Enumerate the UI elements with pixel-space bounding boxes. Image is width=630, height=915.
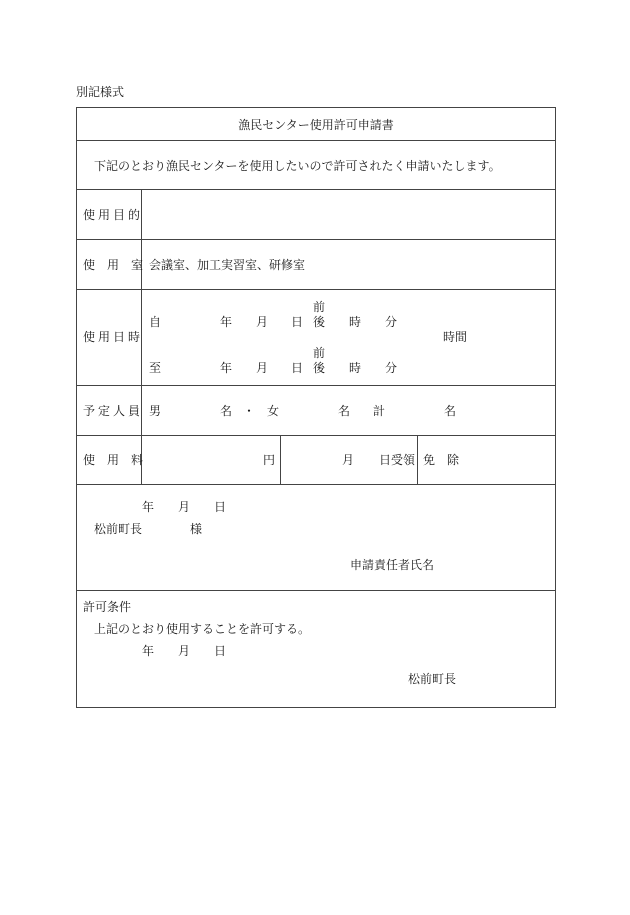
- from-minute-unit: 分: [385, 315, 398, 329]
- male-unit: 名: [220, 404, 233, 418]
- permission-month-unit: 月: [178, 644, 191, 658]
- from-hour-unit: 時: [349, 315, 362, 329]
- total-unit: 名: [444, 404, 457, 418]
- to-marker: 至: [149, 361, 162, 375]
- male-label: 男: [149, 404, 162, 418]
- from-month-unit: 月: [256, 315, 269, 329]
- intro-text: 下記のとおり漁民センターを使用したいので許可されたく申請いたします。: [94, 159, 501, 173]
- from-day-unit: 日: [291, 315, 304, 329]
- total-label: 計: [373, 404, 386, 418]
- permission-text: 上記のとおり使用することを許可する。: [94, 622, 311, 636]
- fee-column-divider: [280, 435, 281, 484]
- attendees-label: 予定人員: [83, 404, 144, 418]
- form-style-label: 別記様式: [76, 85, 125, 99]
- room-options: 会議室、加工実習室、研修室: [149, 258, 306, 272]
- row-divider: [77, 239, 555, 240]
- permission-conditions-label: 許可条件: [83, 600, 132, 614]
- row-divider: [77, 140, 555, 141]
- received-day-label: 日受領: [379, 453, 416, 467]
- application-form: [76, 107, 556, 708]
- to-hour-unit: 時: [349, 361, 362, 375]
- to-month-unit: 月: [256, 361, 269, 375]
- separator-dot: ・: [243, 404, 256, 418]
- female-unit: 名: [338, 404, 351, 418]
- row-divider: [77, 435, 555, 436]
- to-day-unit: 日: [291, 361, 304, 375]
- application-year-unit: 年: [142, 500, 155, 514]
- room-label: 使 用 室: [83, 258, 144, 272]
- from-year-unit: 年: [220, 315, 233, 329]
- addressee: 松前町長: [94, 522, 143, 536]
- row-divider: [77, 385, 555, 386]
- received-month-unit: 月: [342, 453, 355, 467]
- applicant-name-label: 申請責任者氏名: [350, 558, 435, 572]
- from-pm-marker: 後: [313, 315, 326, 329]
- female-label: 女: [267, 404, 280, 418]
- application-day-unit: 日: [214, 500, 227, 514]
- row-divider: [77, 289, 555, 290]
- to-year-unit: 年: [220, 361, 233, 375]
- from-am-marker: 前: [313, 300, 326, 314]
- to-am-marker: 前: [313, 346, 326, 360]
- to-minute-unit: 分: [385, 361, 398, 375]
- datetime-label: 使用日時: [83, 330, 144, 344]
- row-divider: [77, 484, 555, 485]
- row-divider: [77, 189, 555, 190]
- permission-year-unit: 年: [142, 644, 155, 658]
- application-month-unit: 月: [178, 500, 191, 514]
- permission-day-unit: 日: [214, 644, 227, 658]
- from-marker: 自: [149, 315, 162, 329]
- hours-total-unit: 時間: [443, 330, 468, 344]
- honorific: 様: [190, 522, 203, 536]
- row-divider: [77, 590, 555, 591]
- permission-signer: 松前町長: [408, 672, 457, 686]
- exemption-label: 免 除: [423, 453, 460, 467]
- to-pm-marker: 後: [313, 361, 326, 375]
- fee-label: 使 用 料: [83, 453, 144, 467]
- yen-unit: 円: [263, 453, 276, 467]
- fee-column-divider: [417, 435, 418, 484]
- form-title: 漁民センター使用許可申請書: [238, 118, 394, 132]
- purpose-label: 使用目的: [83, 208, 144, 222]
